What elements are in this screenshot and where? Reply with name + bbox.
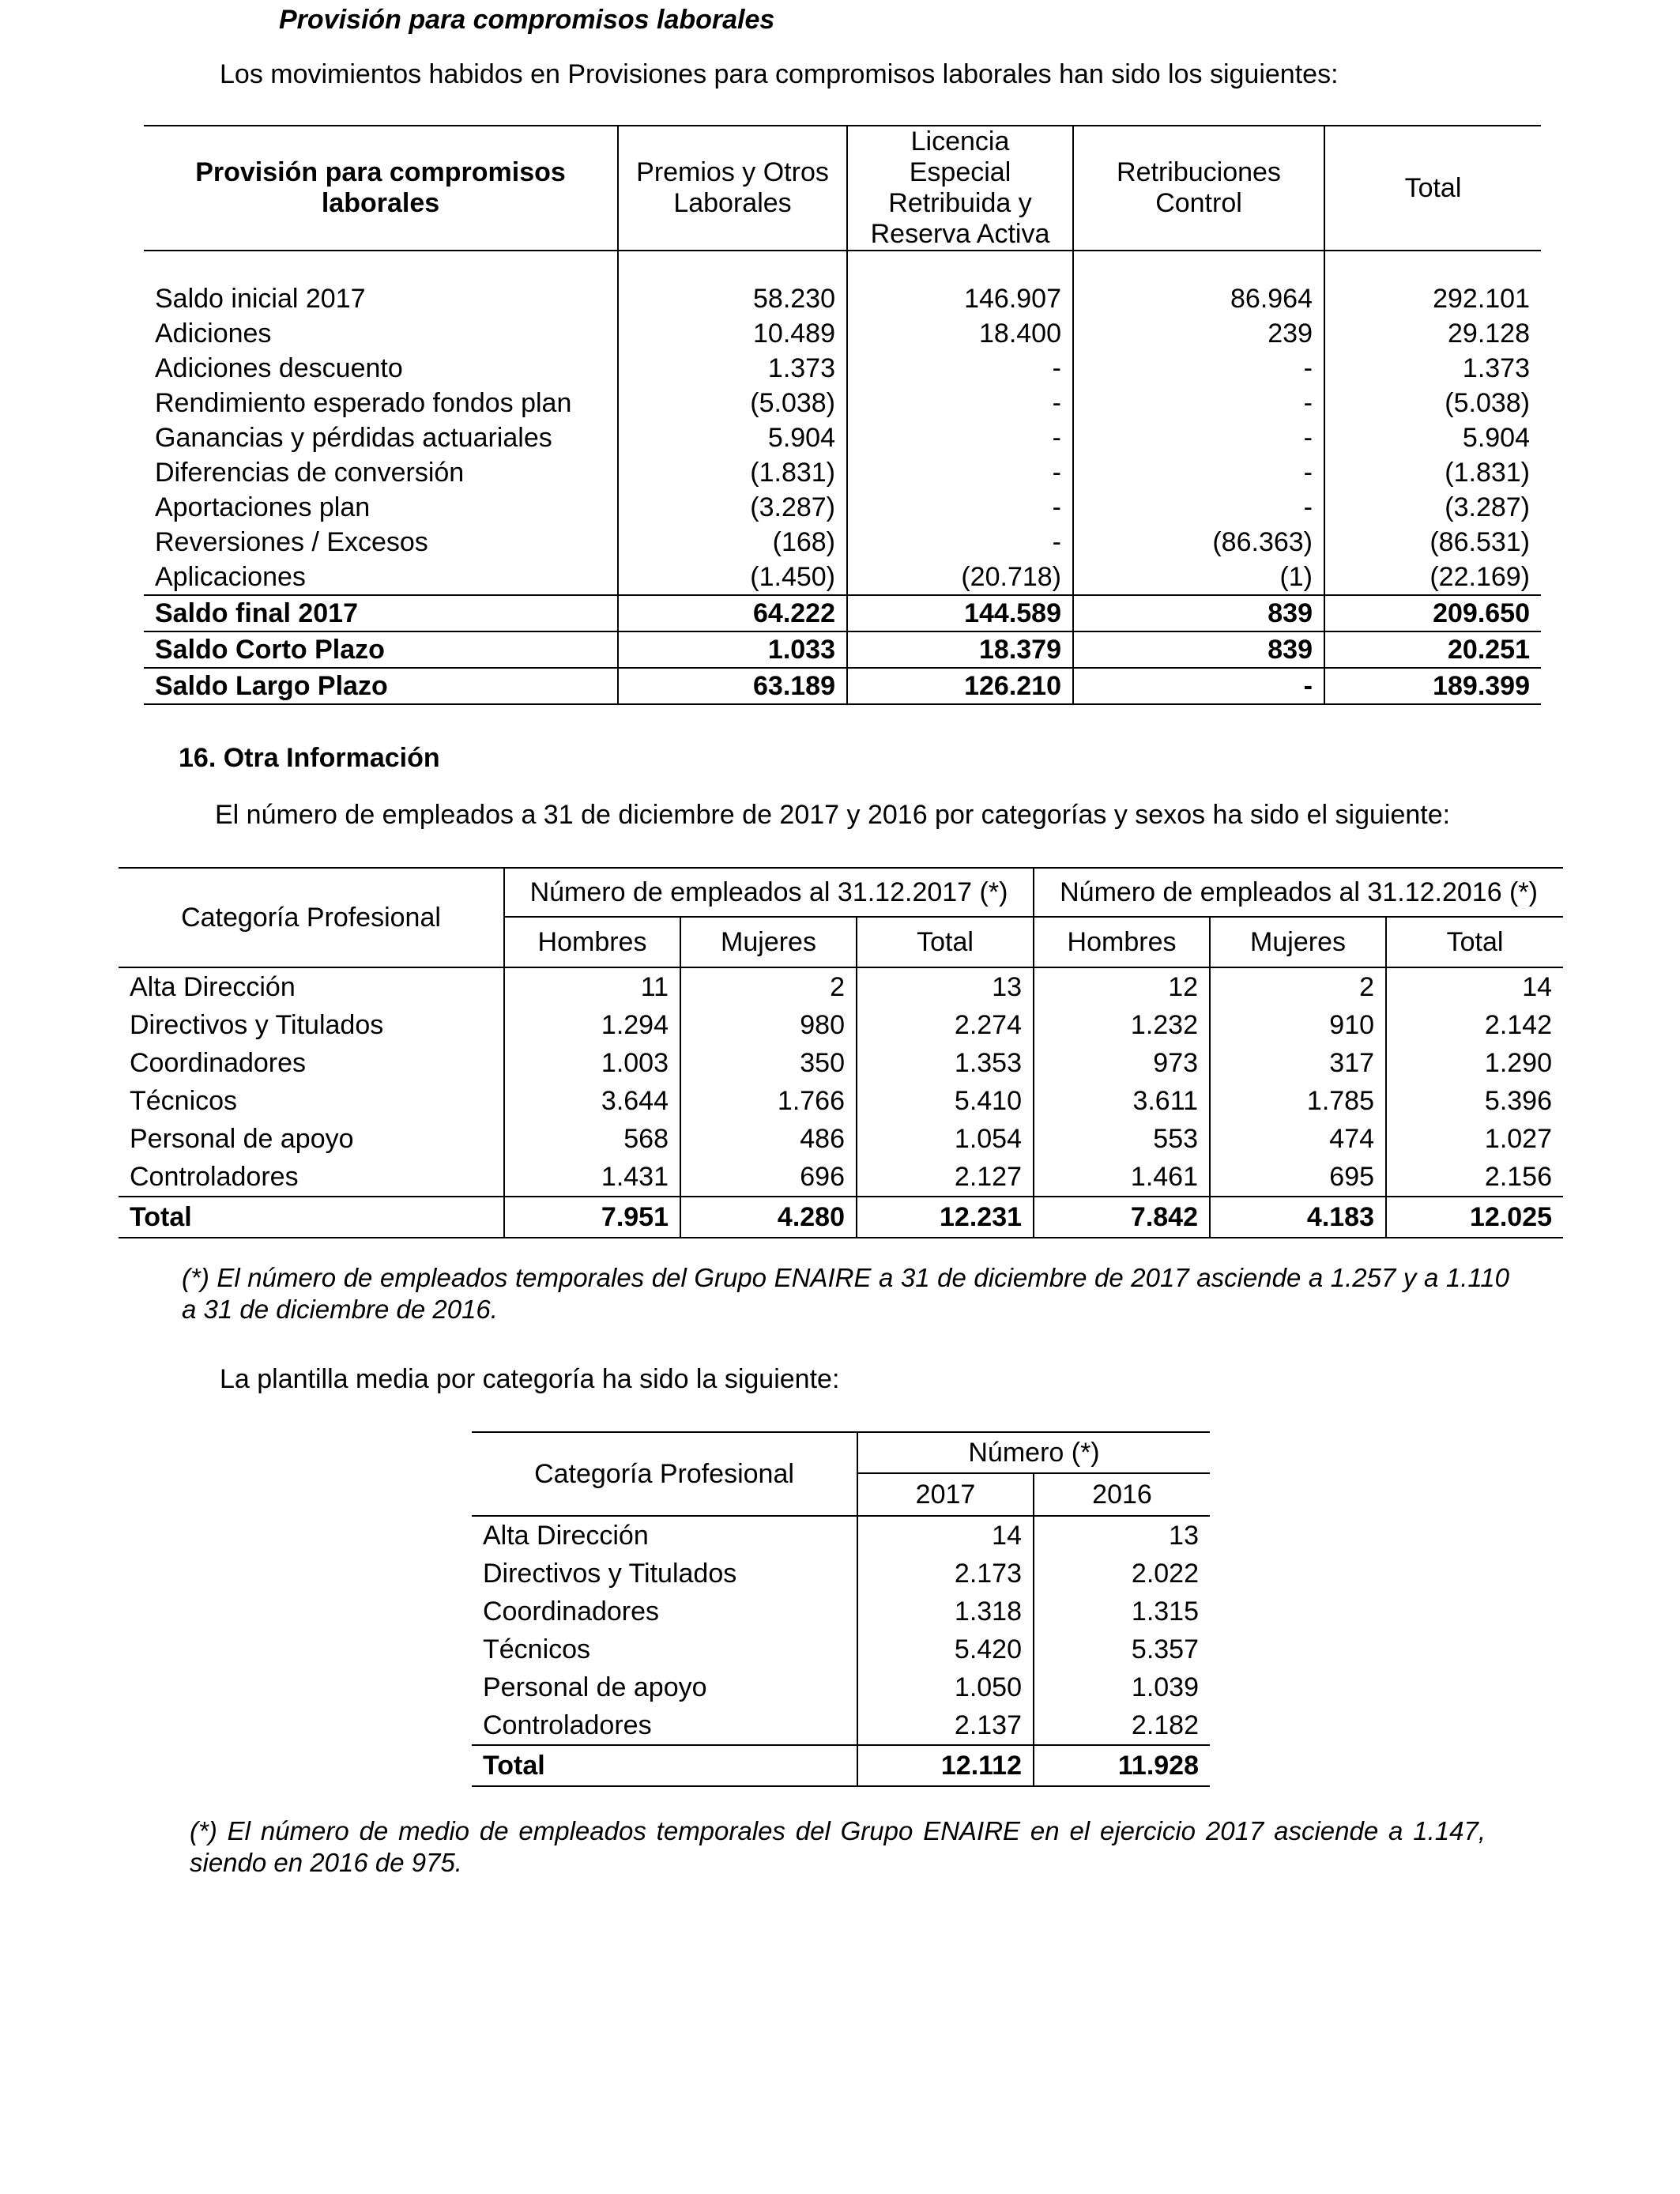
- cell-value: 12.231: [857, 1197, 1034, 1238]
- cell-value: -: [1073, 386, 1324, 420]
- cell-value: 839: [1073, 595, 1324, 631]
- cell-value: 317: [1210, 1044, 1386, 1082]
- cell-value: 18.379: [847, 631, 1073, 668]
- table-row: [144, 281, 1541, 316]
- cell-value: 2.137: [857, 1706, 1034, 1745]
- spacer-cell: [144, 251, 618, 281]
- cell-value: 1.785: [1210, 1082, 1386, 1120]
- spacer-cell: [847, 251, 1073, 281]
- employees-table: [119, 867, 1563, 1238]
- header-year-2017: 2017: [857, 1473, 1034, 1516]
- row-label: Controladores: [130, 1162, 299, 1192]
- cell-value: 239: [1073, 316, 1324, 351]
- intro-paragraph-2: El número de empleados a 31 de diciembre de 2017 y 2016 por categorías y sexos ha sido el siguiente:: [215, 800, 1451, 830]
- cell-value: 2.173: [857, 1555, 1034, 1593]
- cell-value: 146.907: [847, 281, 1073, 316]
- table-row: [144, 386, 1541, 420]
- cell-value: 189.399: [1324, 668, 1541, 704]
- cell-value: 144.589: [847, 595, 1073, 631]
- cell-value: 1.353: [857, 1044, 1034, 1082]
- cell-value: 5.396: [1386, 1082, 1563, 1120]
- cell-value: (3.287): [618, 490, 847, 525]
- cell-value: -: [847, 490, 1073, 525]
- cell-value: 7.842: [1034, 1197, 1210, 1238]
- row-label: Diferencias de conversión: [155, 458, 465, 488]
- cell-value: -: [1073, 420, 1324, 455]
- cell-value: (5.038): [618, 386, 847, 420]
- cell-value: 292.101: [1324, 281, 1541, 316]
- cell-value: 2.142: [1386, 1006, 1563, 1044]
- total-row: [119, 1197, 1563, 1238]
- table-row: [144, 490, 1541, 525]
- table-row: [119, 1044, 1563, 1082]
- cell-value: (86.363): [1073, 525, 1324, 560]
- cell-value: 18.400: [847, 316, 1073, 351]
- row-label: Aplicaciones: [155, 562, 306, 592]
- cell-value: (1.831): [618, 455, 847, 490]
- table-row: [144, 560, 1541, 595]
- cell-value: 12.112: [857, 1745, 1034, 1786]
- cell-value: 63.189: [618, 668, 847, 704]
- cell-value: 1.003: [504, 1044, 680, 1082]
- table-row: [472, 1668, 1210, 1706]
- cell-value: 486: [680, 1120, 857, 1158]
- row-label: Total: [472, 1745, 857, 1786]
- cell-value: 3.611: [1034, 1082, 1210, 1120]
- cell-value: -: [847, 351, 1073, 386]
- cell-value: (1.450): [618, 560, 847, 595]
- cell-value: -: [847, 386, 1073, 420]
- cell-value: 1.050: [857, 1668, 1034, 1706]
- cell-value: (5.038): [1324, 386, 1541, 420]
- cell-value: 696: [680, 1158, 857, 1197]
- cell-value: (22.169): [1324, 560, 1541, 595]
- header-mujeres-2016: Mujeres: [1210, 917, 1386, 967]
- total-row: [144, 668, 1541, 704]
- row-label: Total: [119, 1197, 504, 1238]
- table-row: [144, 455, 1541, 490]
- employees-table-body: [119, 967, 1563, 1238]
- cell-value: 5.410: [857, 1082, 1034, 1120]
- spacer-cell: [1073, 251, 1324, 281]
- cell-value: 2.182: [1034, 1706, 1210, 1745]
- row-label: Reversiones / Excesos: [155, 527, 428, 557]
- cell-value: (1): [1073, 560, 1324, 595]
- cell-value: -: [847, 420, 1073, 455]
- total-row: [472, 1745, 1210, 1786]
- spacer-row: [144, 251, 1541, 281]
- cell-value: 474: [1210, 1120, 1386, 1158]
- cell-value: 4.280: [680, 1197, 857, 1238]
- cell-value: 58.230: [618, 281, 847, 316]
- cell-value: -: [1073, 455, 1324, 490]
- cell-value: 5.357: [1034, 1630, 1210, 1668]
- cell-value: 1.290: [1386, 1044, 1563, 1082]
- cell-value: 1.461: [1034, 1158, 1210, 1197]
- row-label: Alta Dirección: [483, 1521, 649, 1551]
- cell-value: 980: [680, 1006, 857, 1044]
- header-retribuciones: Retribuciones Control: [1073, 126, 1324, 251]
- cell-value: 13: [857, 967, 1034, 1006]
- row-label: Personal de apoyo: [130, 1124, 354, 1154]
- cell-value: 1.033: [618, 631, 847, 668]
- table-row: [119, 1006, 1563, 1044]
- cell-value: 1.766: [680, 1082, 857, 1120]
- cell-value: 1.431: [504, 1158, 680, 1197]
- row-label: Saldo inicial 2017: [155, 284, 366, 314]
- cell-value: 1.054: [857, 1120, 1034, 1158]
- row-label: Saldo Largo Plazo: [144, 668, 618, 704]
- footnote-1: (*) El número de empleados temporales del Grupo ENAIRE a 31 de diciembre de 2017 asciende a 1.257 y a 1.110 a 31 de diciembre de 2016.: [182, 1263, 1509, 1324]
- header-categoria-2: Categoría Profesional: [472, 1432, 857, 1516]
- cell-value: 12: [1034, 967, 1210, 1006]
- cell-value: (3.287): [1324, 490, 1541, 525]
- cell-value: 2.156: [1386, 1158, 1563, 1197]
- row-label: Ganancias y pérdidas actuariales: [155, 423, 552, 453]
- cell-value: 2: [1210, 967, 1386, 1006]
- cell-value: -: [1073, 490, 1324, 525]
- row-label: Aportaciones plan: [155, 492, 371, 522]
- cell-value: 1.315: [1034, 1593, 1210, 1630]
- cell-value: 1.318: [857, 1593, 1034, 1630]
- average-staff-table: [472, 1431, 1210, 1787]
- header-licencia: Licencia Especial Retribuida y Reserva Activa: [847, 126, 1073, 251]
- table-row: [472, 1593, 1210, 1630]
- cell-value: 568: [504, 1120, 680, 1158]
- cell-value: 11: [504, 967, 680, 1006]
- cell-value: 20.251: [1324, 631, 1541, 668]
- cell-value: 2.274: [857, 1006, 1034, 1044]
- cell-value: 29.128: [1324, 316, 1541, 351]
- header-total: Total: [1324, 126, 1541, 251]
- cell-value: 209.650: [1324, 595, 1541, 631]
- row-label: Saldo Corto Plazo: [144, 631, 618, 668]
- cell-value: 1.232: [1034, 1006, 1210, 1044]
- cell-value: 4.183: [1210, 1197, 1386, 1238]
- total-row: [144, 631, 1541, 668]
- cell-value: 2.127: [857, 1158, 1034, 1197]
- intro-paragraph-1: Los movimientos habidos en Provisiones para compromisos laborales han sido los siguientes:: [220, 59, 1339, 89]
- row-label: Adiciones: [155, 319, 272, 349]
- cell-value: 5.904: [1324, 420, 1541, 455]
- cell-value: 14: [857, 1516, 1034, 1555]
- row-label: Controladores: [483, 1710, 652, 1740]
- cell-value: 12.025: [1386, 1197, 1563, 1238]
- cell-value: -: [1073, 668, 1324, 704]
- cell-value: 3.644: [504, 1082, 680, 1120]
- table-row: [472, 1706, 1210, 1745]
- cell-value: 1.373: [1324, 351, 1541, 386]
- row-label: Adiciones descuento: [155, 353, 403, 383]
- header-provision: Provisión para compromisos laborales: [144, 126, 618, 251]
- table-row: [472, 1630, 1210, 1668]
- header-group-2016: Número de empleados al 31.12.2016 (*): [1034, 868, 1563, 917]
- cell-value: 13: [1034, 1516, 1210, 1555]
- cell-value: 1.294: [504, 1006, 680, 1044]
- cell-value: (1.831): [1324, 455, 1541, 490]
- table-row: [119, 1082, 1563, 1120]
- table-row: [472, 1555, 1210, 1593]
- header-mujeres-2017: Mujeres: [680, 917, 857, 967]
- header-group-2017: Número de empleados al 31.12.2017 (*): [504, 868, 1034, 917]
- provisions-table-body: [144, 251, 1541, 704]
- table-row: [144, 351, 1541, 386]
- cell-value: -: [847, 455, 1073, 490]
- cell-value: 5.904: [618, 420, 847, 455]
- spacer-cell: [618, 251, 847, 281]
- header-total-2017: Total: [857, 917, 1034, 967]
- section-16-title: 16. Otra Información: [179, 743, 440, 773]
- table-row: [144, 420, 1541, 455]
- cell-value: 2: [680, 967, 857, 1006]
- cell-value: (86.531): [1324, 525, 1541, 560]
- cell-value: 910: [1210, 1006, 1386, 1044]
- row-label: Directivos y Titulados: [130, 1010, 384, 1040]
- row-label: Directivos y Titulados: [483, 1559, 737, 1589]
- table-row: [119, 967, 1563, 1006]
- cell-value: 695: [1210, 1158, 1386, 1197]
- table-row: [119, 1158, 1563, 1197]
- header-categoria: Categoría Profesional: [119, 868, 504, 967]
- row-label: Coordinadores: [483, 1596, 660, 1627]
- cell-value: 11.928: [1034, 1745, 1210, 1786]
- total-row: [144, 595, 1541, 631]
- row-label: Coordinadores: [130, 1048, 307, 1078]
- row-label: Alta Dirección: [130, 972, 296, 1002]
- cell-value: (168): [618, 525, 847, 560]
- section-title: Provisión para compromisos laborales: [279, 5, 775, 35]
- header-hombres-2017: Hombres: [504, 917, 680, 967]
- cell-value: 7.951: [504, 1197, 680, 1238]
- spacer-cell: [1324, 251, 1541, 281]
- table-row: [119, 1120, 1563, 1158]
- cell-value: 350: [680, 1044, 857, 1082]
- table-row: [472, 1516, 1210, 1555]
- cell-value: 126.210: [847, 668, 1073, 704]
- cell-value: 1.027: [1386, 1120, 1563, 1158]
- table-row: [144, 316, 1541, 351]
- cell-value: 2.022: [1034, 1555, 1210, 1593]
- cell-value: (20.718): [847, 560, 1073, 595]
- cell-value: 10.489: [618, 316, 847, 351]
- cell-value: 973: [1034, 1044, 1210, 1082]
- cell-value: 14: [1386, 967, 1563, 1006]
- intro-paragraph-3: La plantilla media por categoría ha sido la siguiente:: [220, 1364, 840, 1394]
- cell-value: 64.222: [618, 595, 847, 631]
- row-label: Técnicos: [130, 1086, 238, 1116]
- cell-value: 553: [1034, 1120, 1210, 1158]
- row-label: Personal de apoyo: [483, 1672, 707, 1702]
- header-year-2016: 2016: [1034, 1473, 1210, 1516]
- cell-value: 1.373: [618, 351, 847, 386]
- row-label: Saldo final 2017: [144, 595, 618, 631]
- header-hombres-2016: Hombres: [1034, 917, 1210, 967]
- cell-value: 86.964: [1073, 281, 1324, 316]
- cell-value: 839: [1073, 631, 1324, 668]
- header-premios: Premios y Otros Laborales: [618, 126, 847, 251]
- cell-value: 5.420: [857, 1630, 1034, 1668]
- table-row: [144, 525, 1541, 560]
- header-total-2016: Total: [1386, 917, 1563, 967]
- cell-value: 1.039: [1034, 1668, 1210, 1706]
- provisions-table: [144, 125, 1541, 705]
- cell-value: -: [847, 525, 1073, 560]
- row-label: Rendimiento esperado fondos plan: [155, 388, 572, 418]
- footnote-2: (*) El número de medio de empleados temporales del Grupo ENAIRE en el ejercicio 2017 asciende a 1.147, siendo en 2016 de 975.: [190, 1816, 1486, 1877]
- average-staff-table-body: [472, 1516, 1210, 1786]
- header-numero: Número (*): [857, 1432, 1210, 1473]
- cell-value: -: [1073, 351, 1324, 386]
- row-label: Técnicos: [483, 1634, 591, 1664]
